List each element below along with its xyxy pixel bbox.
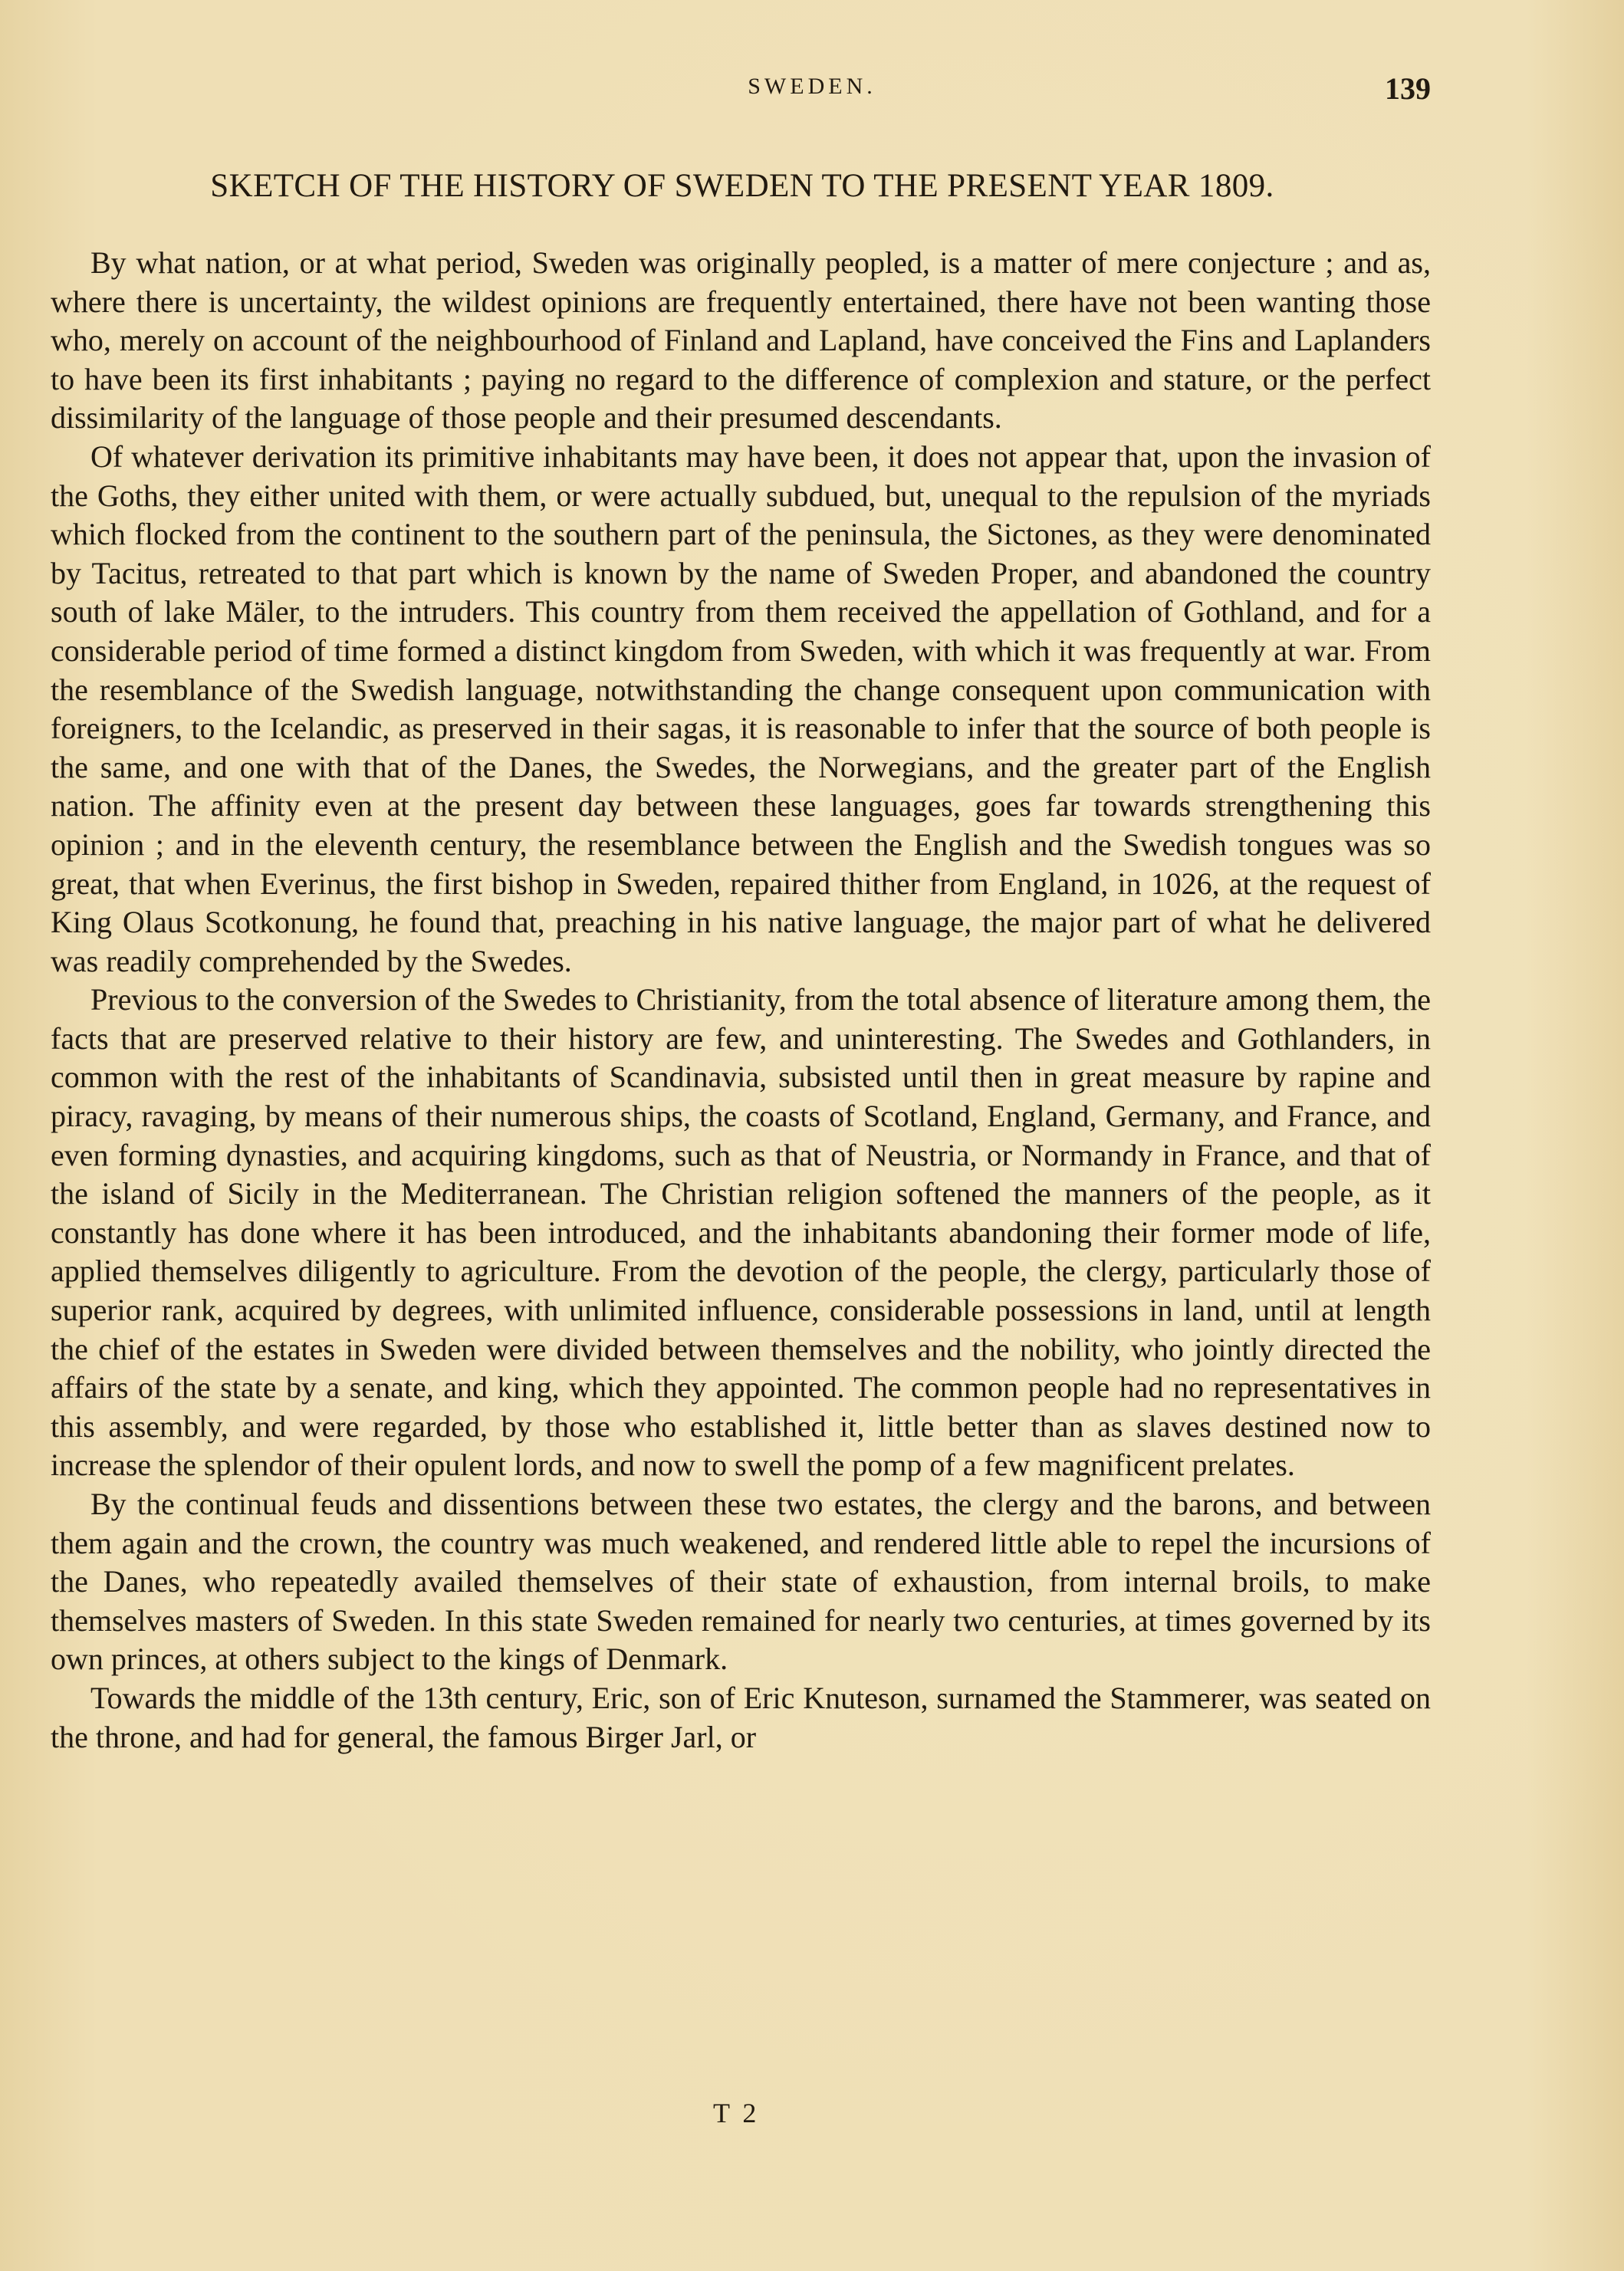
- paragraph: Of whatever derivation its primitive inhabitants may have been, it does not appear that, upon the invasion of the Goths, they either united with them, or were actually subdued, but, unequal to the repulsion of the myriads which flocked from the continent to the southern part of the peninsula, the Sictones, as they were denominated by Tacitus, retreated to that part which is known by the name of Sweden Proper, and abandoned the country south of lake Mäler, to the intruders. This country from them received the appellation of Gothland, and for a considerable period of time formed a distinct kingdom from Sweden, with which it was frequently at war. From the resemblance of the Swedish language, notwithstanding the change consequent upon communication with foreigners, to the Icelandic, as preserved in their sagas, it is reasonable to infer that the source of both people is the same, and one with that of the Danes, the Swedes, the Norwegians, and the greater part of the English nation. The affinity even at the present day between these languages, goes far towards strengthening this opinion ; and in the eleventh century, the resemblance between the English and the Swedish tongues was so great, that when Everinus, the first bishop in Sweden, repaired thither from England, in 1026, at the request of King Olaus Scotkonung, he found that, preaching in his native language, the major part of what he delivered was readily comprehended by the Swedes.: [51, 439, 1431, 978]
- chapter-title: SKETCH OF THE HISTORY OF SWEDEN TO THE PRESENT YEAR 1809.: [210, 168, 1274, 204]
- paragraph: By the continual feuds and dissentions between these two estates, the clergy and the barons, and between them again and the crown, the country was much weakened, and rendered little able to repel the incursions of the Danes, who repeatedly availed themselves of their state of exhaustion, from internal broils, to make themselves masters of Sweden. In this state Sweden remained for nearly two centuries, at times governed by its own princes, at others subject to the kings of Denmark.: [51, 1487, 1431, 1677]
- body-text: [51, 244, 1431, 1757]
- page-number: 139: [1385, 71, 1431, 106]
- paragraph: By what nation, or at what period, Sweden was originally peopled, is a matter of mere conjecture ; and as, where there is uncertainty, the wildest opinions are frequently entertained, there have not been wanting those who, merely on account of the neighbourhood of Finland and Lapland, have conceived the Fins and Laplanders to have been its first inhabitants ; paying no regard to the difference of complexion and stature, or the perfect dissimilarity of the language of those people and their presumed descendants.: [51, 245, 1431, 435]
- paragraph: Previous to the conversion of the Swedes to Christianity, from the total absence of literature among them, the facts that are preserved relative to their history are few, and uninteresting. The Swedes and Gothlanders, in common with the rest of the inhabitants of Scandinavia, subsisted until then in great measure by rapine and piracy, ravaging, by means of their numerous ships, the coasts of Scotland, England, Germany, and France, and even forming dynasties, and acquiring kingdoms, such as that of Neustria, or Normandy in France, and that of the island of Sicily in the Mediterranean. The Christian religion softened the manners of the people, as it constantly has done where it has been introduced, and the inhabitants abandoning their former mode of life, applied themselves diligently to agriculture. From the devotion of the people, the clergy, particularly those of superior rank, acquired by degrees, with unlimited influence, considerable possessions in land, until at length the chief of the estates in Sweden were divided between themselves and the nobility, who jointly directed the affairs of the state by a senate, and king, which they appointed. The common people had no representatives in this assembly, and were regarded, by those who established it, little better than as slaves destined now to increase the splendor of their opulent lords, and now to swell the pomp of a few magnificent prelates.: [51, 982, 1431, 1483]
- signature-mark: T 2: [713, 2098, 760, 2128]
- paragraph: Towards the middle of the 13th century, Eric, son of Eric Knuteson, surnamed the Stammerer, was seated on the throne, and had for general, the famous Birger Jarl, or: [51, 1680, 1431, 1754]
- running-title: SWEDEN.: [748, 74, 876, 99]
- running-head: [0, 71, 1624, 106]
